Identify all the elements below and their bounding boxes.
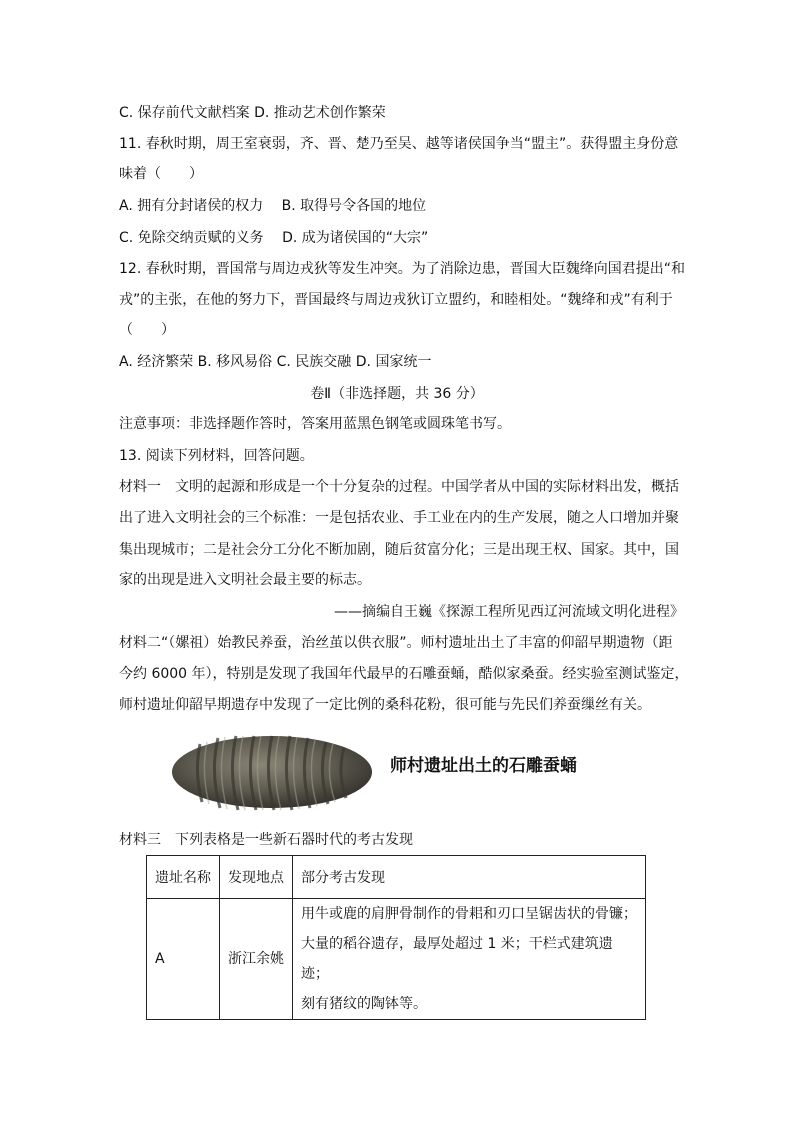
header-site-name: 遗址名称 <box>147 856 220 899</box>
cell-findings <box>293 899 646 1020</box>
archaeology-table <box>146 855 646 1020</box>
section-title: 卷Ⅱ（非选择题，共 36 分） <box>310 386 484 402</box>
cell-location: 浙江余姚 <box>220 899 293 1020</box>
question-12-line2: 戎”的主张，在他的努力下，晋国最终与周边戎狄订立盟约，和睦相处。“魏绛和戎”有利于 <box>119 292 673 308</box>
stone-silkworm-image <box>160 722 380 814</box>
table-row <box>147 899 646 1020</box>
material2-line: 材料二“（嫘祖）始教民养蚕，治丝茧以供衣服”。师村遗址出土了丰富的仰韶早期遗物（距 <box>119 635 673 651</box>
material3-intro: 材料三 下列表格是一些新石器时代的考古发现 <box>119 832 413 848</box>
question-12-line1: 12. 春秋时期，晋国常与周边戎狄等发生冲突。为了消除边患，晋国大臣魏绛向国君提出“和 <box>119 261 685 277</box>
header-findings: 部分考古发现 <box>293 856 646 899</box>
finding-line: 用牛或鹿的肩胛骨制作的骨耜和刃口呈锯齿状的骨镰； <box>301 906 637 922</box>
option-line-c-d-q10: C. 保存前代文献档案 D. 推动艺术创作繁荣 <box>119 105 386 121</box>
image-caption: 师村遗址出土的石雕蚕蛹 <box>390 756 577 776</box>
material1-line: 出了进入文明社会的三个标准：一是包括农业、手工业在内的生产发展，随之人口增加并聚 <box>119 510 679 526</box>
q11-options-cd: C. 免除交纳贡赋的义务 D. 成为诸侯国的“大宗” <box>119 230 429 246</box>
header-location: 发现地点 <box>220 856 293 899</box>
question-11-line1: 11. 春秋时期，周王室衰弱，齐、晋、楚乃至吴、越等诸侯国争当“盟主”。获得盟主身份意 <box>119 136 679 152</box>
q12-options: A. 经济繁荣 B. 移风易俗 C. 民族交融 D. 国家统一 <box>119 354 432 370</box>
material1-line: 材料一 文明的起源和形成是一个十分复杂的过程。中国学者从中国的实际材料出发，概括 <box>119 479 679 495</box>
material1-line: 集出现城市；二是社会分工分化不断加剧，随后贫富分化；三是出现王权、国家。其中，国 <box>119 542 679 558</box>
finding-line: 大量的稻谷遗存，最厚处超过 1 米；干栏式建筑遗迹； <box>301 936 613 982</box>
question-13: 13. 阅读下列材料，回答问题。 <box>119 448 314 464</box>
source-citation: ——摘编自王巍《探源工程所见西辽河流域文明化进程》 <box>334 604 684 620</box>
material2-line: 师村遗址仰韶早期遗存中发现了一定比例的桑科花粉，很可能与先民们养蚕缫丝有关。 <box>119 697 651 713</box>
notes: 注意事项：非选择题作答时，答案用蓝黑色钢笔或圆珠笔书写。 <box>119 416 511 432</box>
material2-line: 今约 6000 年），特别是发现了我国年代最早的石雕蚕蛹，酷似家桑蚕。经实验室测试鉴定， <box>119 666 689 682</box>
question-11-line2: 味着（ ） <box>119 166 203 182</box>
q11-options-ab: A. 拥有分封诸侯的权力 B. 取得号令各国的地位 <box>119 198 427 214</box>
question-12-line3: （ ） <box>119 322 175 338</box>
table-header-row <box>147 856 646 899</box>
material1-line: 家的出现是进入文明社会最主要的标志。 <box>119 572 371 588</box>
cell-site-name: A <box>147 899 220 1020</box>
finding-line: 刻有猪纹的陶钵等。 <box>301 996 427 1012</box>
